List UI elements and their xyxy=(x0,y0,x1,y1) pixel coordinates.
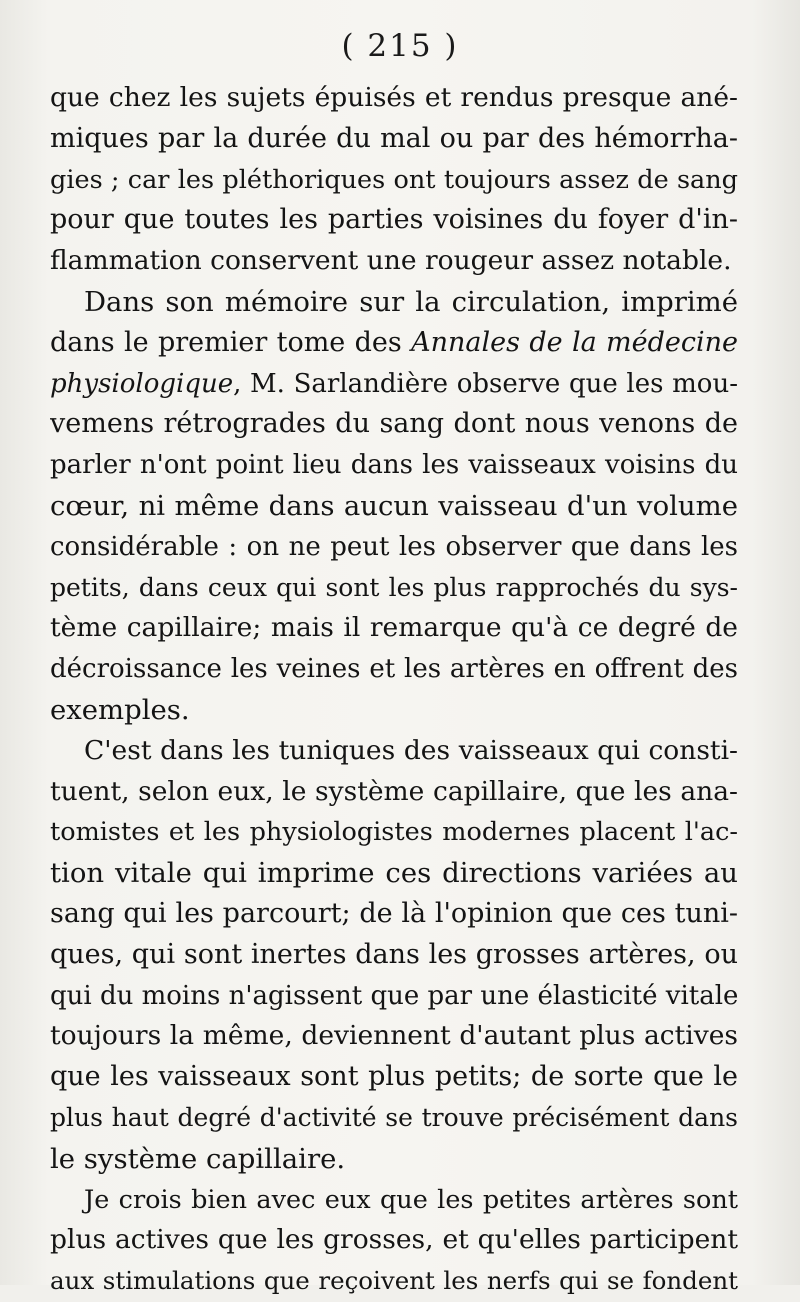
italic-title: Annales de la médecine xyxy=(411,326,738,358)
italic-title: physiologique xyxy=(50,368,234,399)
text-line: aux stimulations que reçoivent les nerfs qui se fondent xyxy=(50,1266,738,1296)
text-line: tomistes et les physiologistes modernes placent l'ac- xyxy=(50,817,738,848)
text-line: Dans son mémoire sur la circulation, imprimé xyxy=(84,285,738,318)
text-line: que chez les sujets épuisés et rendus presque ané- xyxy=(50,82,738,113)
text-line: que les vaisseaux sont plus petits; de sorte que le xyxy=(50,1061,738,1093)
text-line: ques, qui sont inertes dans les grosses artères, ou xyxy=(50,938,738,970)
text-line: cœur, ni même dans aucun vaisseau d'un volume xyxy=(50,489,738,522)
text-line: petits, dans ceux qui sont les plus rapprochés du sys- xyxy=(50,572,738,602)
text-line: Je crois bien avec eux que les petites artères sont xyxy=(84,1184,738,1215)
text-line: sang qui les parcourt; de là l'opinion que ces tuni- xyxy=(50,897,738,929)
text-line: gies ; car les pléthoriques ont toujours assez de sang xyxy=(50,164,738,195)
text-run: dans le premier tome des xyxy=(50,326,412,358)
page-number: ( 215 ) xyxy=(341,28,459,64)
text-line xyxy=(50,364,738,405)
text-line: plus actives que les grosses, et qu'elles participent xyxy=(50,1224,738,1256)
text-line: exemples. xyxy=(50,693,190,726)
text-line: parler n'ont point lieu dans les vaisseaux voisins du xyxy=(50,450,738,481)
text-line: toujours la même, deviennent d'autant plus actives xyxy=(50,1020,738,1052)
text-line: vemens rétrogrades du sang dont nous venons de xyxy=(50,408,738,440)
text-line: considérable : on ne peut les observer que dans les xyxy=(50,531,738,562)
body-text xyxy=(50,78,738,1302)
text-line: C'est dans les tuniques des vaisseaux qui consti- xyxy=(84,734,738,766)
text-run: , M. Sarlandière observe que les mou- xyxy=(233,368,738,399)
text-line: tion vitale qui imprime ces directions variées au xyxy=(50,857,738,890)
text-line: le système capillaire. xyxy=(50,1142,346,1175)
text-line: flammation conservent une rougeur assez notable. xyxy=(50,245,732,277)
text-line: tème capillaire; mais il remarque qu'à ce degré de xyxy=(50,612,738,644)
text-line: tuent, selon eux, le système capillaire, que les ana- xyxy=(50,775,738,807)
text-line: décroissance les veines et les artères en offrent des xyxy=(50,654,738,685)
text-line: pour que toutes les parties voisines du foyer d'in- xyxy=(50,204,738,236)
text-line xyxy=(50,323,738,364)
text-line: miques par la durée du mal ou par des hémorrha- xyxy=(50,122,738,154)
text-line: plus haut degré d'activité se trouve précisément dans xyxy=(50,1102,738,1132)
text-line: qui du moins n'agissent que par une élasticité vitale xyxy=(50,980,738,1011)
